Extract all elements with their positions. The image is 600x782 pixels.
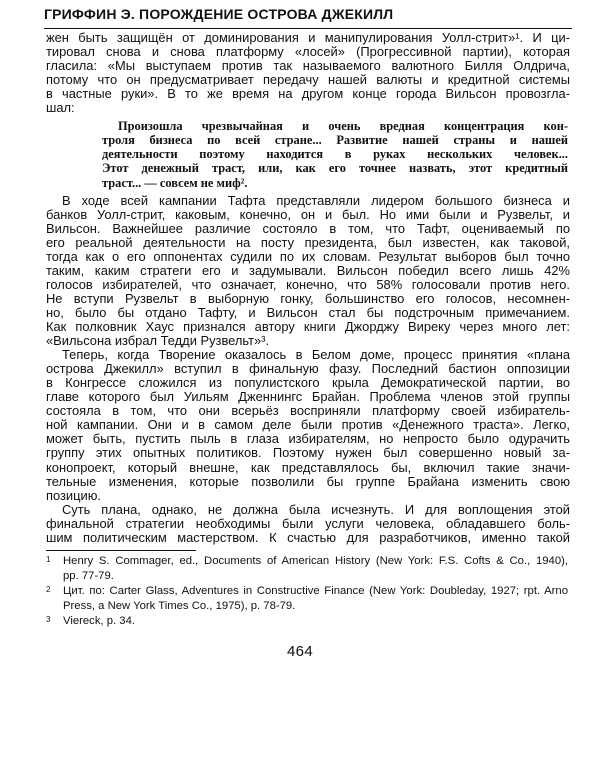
text-line: Теперь, когда Творение оказалось в Белом доме, процесс принятия «плана <box>62 348 570 363</box>
footnote-line: Viereck, p. 34. <box>63 614 136 627</box>
text-line: шал: <box>46 101 75 116</box>
text-line: «Вильсона избрал Тедди Рузвельт»³. <box>46 334 270 349</box>
text-line: Суть плана, однако, не должна была исчезнуть. И для воплощения этой <box>62 502 570 517</box>
quote-line: траст... — совсем не миф². <box>102 175 248 190</box>
footnote-text <box>63 614 568 629</box>
text-line: главе которого был Уильям Дженнингс Брайан. Проблема членов этой группы <box>46 390 570 405</box>
text-line: в Конгрессе сложился из популистского крыла Демократической партии, во <box>46 376 570 391</box>
text-line: конопроект, который внешне, как представлялось бы, включил такие значи- <box>46 460 570 475</box>
footnote-mark: 3 <box>46 614 51 624</box>
footnote-line: Henry S. Commager, ed., Documents of American History (New York: F.S. Cofts & Co., 1940), <box>63 554 568 567</box>
text-line: гласила: «Мы выступаем против так называемого валютного Билля Олдрича, <box>46 59 570 74</box>
footnote-line: pp. 77-79. <box>63 569 114 582</box>
footnote-text <box>63 554 568 584</box>
running-head: ГРИФФИН Э. ПОРОЖДЕНИЕ ОСТРОВА ДЖЕКИЛЛ <box>44 6 394 22</box>
text-line: позицию. <box>46 488 101 503</box>
page-number: 464 <box>287 642 313 660</box>
text-line: ной кампании. Они и в самом деле были против «Денежного траста». Легко, <box>46 418 570 433</box>
text-line: тировал снова и снова платформу «лосей» (Прогрессивной партии), которая <box>46 45 570 60</box>
quote-line: Произошла чрезвычайная и очень вредная концентрация кон- <box>118 119 568 134</box>
text-line: тельные изменения, которые позволили бы группе Брайана изменить свою <box>46 474 570 489</box>
text-line: финальной стратегии необходимы были услуги человека, обладавшего боль- <box>46 516 570 531</box>
text-line: потому что он предусматривает передачу нашей валюты и кредитной системы <box>46 73 570 88</box>
text-line: банков Уолл-стрит, каковым, конечно, он и был. Но ими были и Рузвельт, и <box>46 207 570 222</box>
footnote-mark: 1 <box>46 554 51 564</box>
text-line: жен быть защищён от доминирования и манипулирования Уолл-стрит»¹. И ци- <box>46 31 570 45</box>
header-rule <box>44 28 572 29</box>
text-line: в частные руки». В то же время на другом конце города Вильсон провозгла- <box>46 87 570 102</box>
text-line: шим политическим мастерством. К счастью для разработчиков, именно такой <box>46 530 570 545</box>
quote-line: Этот денежный траст, или, как его точнее назвать, этот кредитный <box>102 161 568 176</box>
text-line: может быть, пустить пыль в глаза избирателям, но непросто было одурачить <box>46 432 570 447</box>
text-line: таким, каким стратеги его и задумывали. Вильсон победил всего лишь 42% <box>46 263 570 278</box>
text-line: состояла в том, что они всерьёз восприняли платформу своей избиратель- <box>46 404 570 419</box>
footnote-rule <box>46 550 196 551</box>
text-line: В ходе всей кампании Тафта представляли лидером большого бизнеса и <box>62 193 570 208</box>
text-line: его реальной деятельности на посту президента, был известен, как таковой, <box>46 235 570 250</box>
footnote-line: Press, a New York Times Co., 1975), p. 78-79. <box>63 599 296 612</box>
footnote-line: Цит. по: Carter Glass, Adventures in Constructive Finance (New York: Doubleday, 1927; rpt. Arno <box>63 584 568 597</box>
text-line: группу этих опытных политиков. Поэтому нужен был совершенно новый за- <box>46 446 570 461</box>
text-line: Не вступи Рузвельт в выборную гонку, большинство его голосов, несомнен- <box>46 291 570 306</box>
quote-line: троля бизнеса по всей стране... Развитие нашей страны и нашей <box>102 133 568 148</box>
text-line: тогда как о его оппонентах судили по их словам. Результат выборов был точно <box>46 249 570 264</box>
text-line: но, было бы отдано Тафту, и Вильсон стал бы подстрочным примечанием. <box>46 305 570 320</box>
text-line: голосов избирателей, что означает, конечно, что 58% голосовали против него. <box>46 277 570 292</box>
footnote-text <box>63 584 568 614</box>
footnote-mark: 2 <box>46 584 51 594</box>
quote-line: деятельности поэтому находится в руках нескольких человек... <box>102 147 568 162</box>
text-line: Вильсон. Важнейшее различие состояло в том, что Тафт, оцениваемый по <box>46 221 570 236</box>
text-line: Как полковник Хаус признался автору книги Джорджу Виреку через много лет: <box>46 320 570 334</box>
text-line: острова Джекилл» вступил в финальную фазу. Последний бастион оппозиции <box>46 362 570 377</box>
